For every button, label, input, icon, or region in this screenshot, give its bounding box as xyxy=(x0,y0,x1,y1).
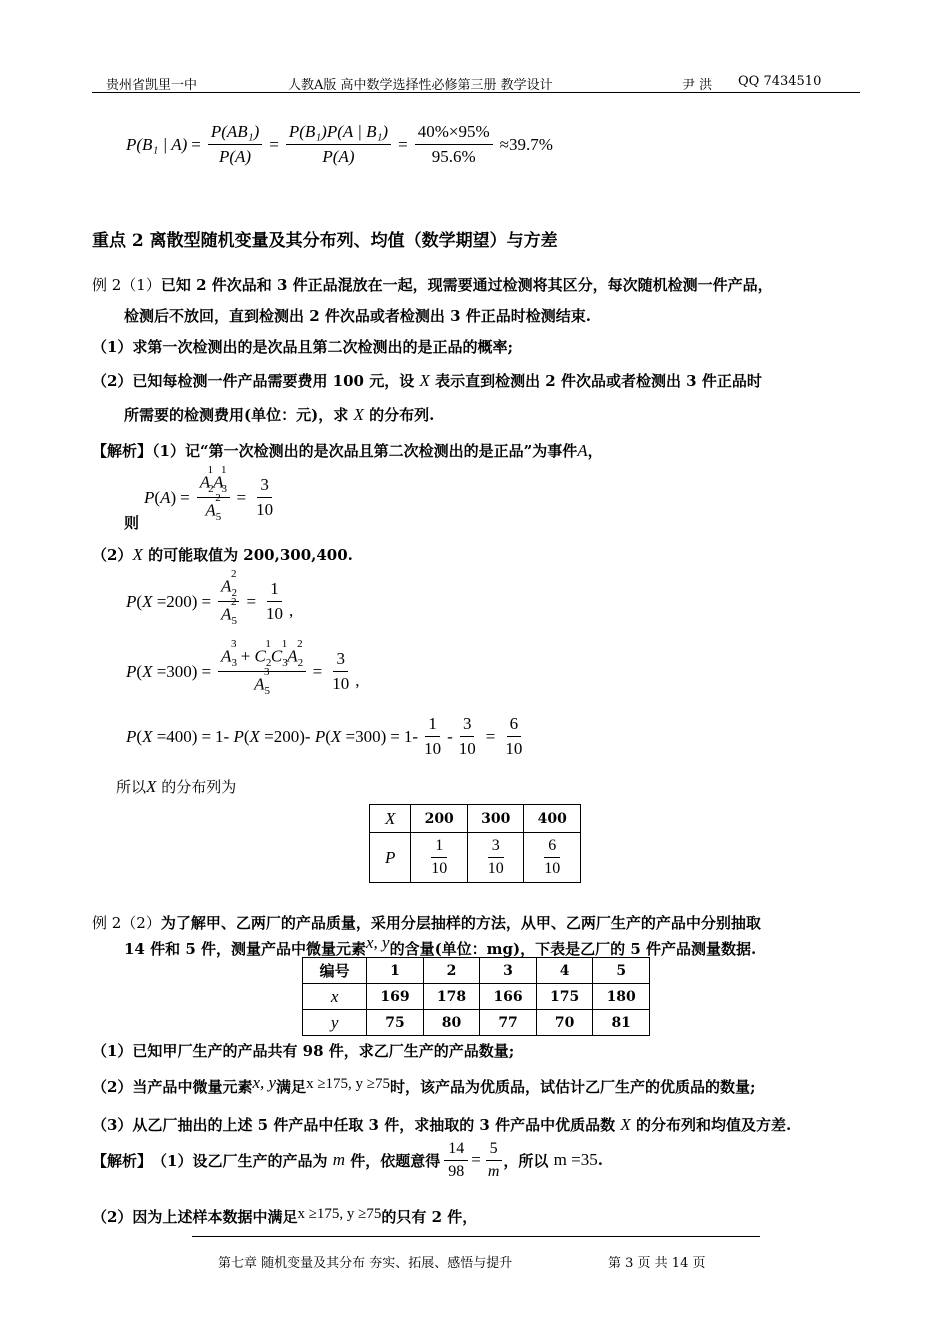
data-y-value: 77 xyxy=(480,1010,537,1036)
header-book: 人教A版 高中数学选择性必修第三册 教学设计 xyxy=(288,78,553,93)
bayes-formula: P(B₁ | A) = $\frac{\text{P(AB₁)}}{P(A)}$ = $\frac{\text{P(B₁)P(A | B₁)}}{P(A)}$ = $\frac{40\%\times 95\%}{95.6\%}$ ≈39.7% xyxy=(126,122,553,166)
ex2-line2: 14 件和 5 件，测量产品中微量元素x, y的含量(单位：mg)，下表是乙厂的 5 件产品测量数据. xyxy=(124,933,757,958)
data-x-value: 169 xyxy=(367,984,424,1010)
ex1-line2: 检测后不放回，直到检测出 2 件次品或者检测出 3 件正品时检测结束. xyxy=(124,307,591,325)
ex1-line1: 例 2（1）已知 2 件次品和 3 件正品混放在一起，现需要通过检测将其区分，每次随机检测一件产品， xyxy=(92,276,773,294)
ex2-q1: （1）已知甲厂生产的产品共有 98 件，求乙厂生产的产品数量; xyxy=(92,1042,515,1060)
data-y-label: y xyxy=(303,1010,367,1036)
footer-chapter: 第七章 随机变量及其分布 夯实、拓展、感悟与提升 xyxy=(218,1256,513,1271)
data-id: 2 xyxy=(423,958,480,984)
dist-header-400: 400 xyxy=(524,805,581,833)
data-x-value: 175 xyxy=(536,984,593,1010)
data-id: 4 xyxy=(536,958,593,984)
ex2-solution-1: 【解析】 （1）设乙厂生产的产品为 m 件，依题意得 $\frac{14}{98}$ = $\frac{5}{m}$ ，所以 m =35 . xyxy=(92,1139,603,1180)
data-header-label: 编号 xyxy=(303,958,367,984)
ex1-q2-line2: 所需要的检测费用(单位：元)，求 X 的分布列. xyxy=(124,405,435,424)
dist-header-200: 200 xyxy=(411,805,468,833)
data-y-value: 81 xyxy=(593,1010,650,1036)
dist-p-400: $\frac{6}{10}$ xyxy=(524,833,581,883)
ze-label: 则 xyxy=(124,514,140,532)
ex1-q2-line1: （2）已知每检测一件产品需要费用 100 元，设 X 表示直到检测出 2 件次品或者检测出 3 件正品时 xyxy=(92,371,762,390)
p200-formula: P ( X =200) = $\frac{A_2^2}{A_5^2}$ = $\frac{1}{10}$ , xyxy=(126,568,294,628)
header-rule xyxy=(92,92,860,93)
ex1-sol2-values: （2）X 的可能取值为 200,300,400. xyxy=(92,545,353,564)
data-x-label: x xyxy=(303,984,367,1010)
footer-page: 第 3 页 共 14 页 xyxy=(608,1256,706,1271)
data-id: 1 xyxy=(367,958,424,984)
pA-formula: P ( A ) = $\frac{A_2^1A_3^1}{A_5^2}$ = $\frac{3}{10}$ xyxy=(144,464,274,524)
data-id: 3 xyxy=(480,958,537,984)
p400-formula: P ( X =400) = 1 - P ( X =200)- P ( X =300) = 1- $\frac{1}{10}$ - $\frac{3}{10}$ = $\frac{6}{10}$ xyxy=(126,714,523,758)
data-y-value: 75 xyxy=(367,1010,424,1036)
header-school: 贵州省凯里一中 xyxy=(106,78,198,93)
data-x-value: 166 xyxy=(480,984,537,1010)
data-table xyxy=(302,957,650,1036)
dist-header-300: 300 xyxy=(467,805,524,833)
ex1-q1: （1）求第一次检测出的是次品且第二次检测出的是正品的概率; xyxy=(92,338,513,356)
data-id: 5 xyxy=(593,958,650,984)
dist-p-200: $\frac{1}{10}$ xyxy=(411,833,468,883)
data-x-value: 178 xyxy=(423,984,480,1010)
distribution-table xyxy=(369,804,581,883)
header-qq: QQ 7434510 xyxy=(738,74,822,89)
data-y-value: 80 xyxy=(423,1010,480,1036)
p300-formula: P ( X =300) = $\frac{A_3^3 + C_2^1C_3^1A_2^2}{A_5^3}$ = $\frac{3}{10}$ , xyxy=(126,638,360,698)
ex2-solution-2: （2）因为上述样本数据中满足x ≥175, y ≥75的只有 2 件， xyxy=(92,1206,478,1226)
ex2-q3: （3）从乙厂抽出的上述 5 件产品中任取 3 件，求抽取的 3 件产品中优质品数 X 的分布列和均值及方差. xyxy=(92,1115,792,1134)
section-title: 重点 2 离散型随机变量及其分布列、均值（数学期望）与方差 xyxy=(92,231,558,251)
dist-header-x: X xyxy=(370,805,411,833)
data-y-value: 70 xyxy=(536,1010,593,1036)
ex2-line1: 例 2（2）为了解甲、乙两厂的产品质量，采用分层抽样的方法，从甲、乙两厂生产的产品中分别抽取 xyxy=(92,914,761,932)
dist-row-label: P xyxy=(370,833,411,883)
data-x-value: 180 xyxy=(593,984,650,1010)
dist-intro: 所以X 的分布列为 xyxy=(116,777,237,796)
footer-rule xyxy=(192,1236,760,1237)
ex1-solution-intro: 【解析】（1）记“第一次检测出的是次品且第二次检测出的是正品”为事件A， xyxy=(92,441,603,460)
ex2-q2: （2）当产品中微量元素x, y满足x ≥175, y ≥75时，该产品为优质品，试估计乙厂生产的优质品的数量; xyxy=(92,1073,756,1096)
dist-p-300: $\frac{3}{10}$ xyxy=(467,833,524,883)
header-author: 尹 洪 xyxy=(682,78,713,93)
